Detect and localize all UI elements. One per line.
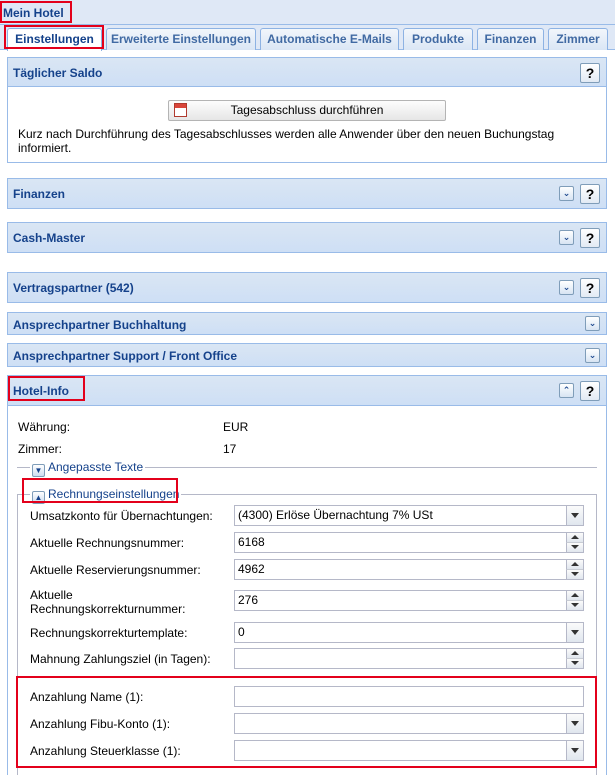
tab-einstellungen[interactable]: Einstellungen (7, 28, 102, 51)
panel-cash-master (7, 222, 607, 253)
daily-description-line1: Kurz nach Durchführung des Tagesabschlusses werden alle Anwender über den neuen Buchungstag (18, 127, 555, 141)
anzahlung-fibu-select[interactable] (234, 713, 584, 734)
collapse-icon[interactable]: ⌃ (559, 383, 574, 398)
korrekturnummer-input[interactable] (234, 590, 584, 611)
fieldset-rechnungseinstellungen[interactable] (30, 487, 181, 504)
panel-header[interactable] (7, 272, 607, 303)
help-icon[interactable]: ? (580, 278, 600, 298)
help-icon[interactable]: ? (580, 184, 600, 204)
panel-title: Finanzen (13, 187, 66, 201)
umsatzkonto-label: Umsatzkonto für Übernachtungen: (30, 509, 213, 523)
panel-title: Täglicher Saldo (13, 66, 103, 80)
tab-produkte[interactable]: Produkte (403, 28, 473, 50)
spin-up-icon[interactable] (566, 591, 583, 601)
anzahlung-fibu-label: Anzahlung Fibu-Konto (1): (30, 717, 171, 731)
panel-vertragspartner (7, 272, 607, 303)
rooms-label: Zimmer: (18, 442, 62, 456)
currency-label: Währung: (18, 420, 71, 434)
fieldset-border-left (17, 494, 18, 775)
panel-body (7, 87, 607, 163)
panel-title: Hotel-Info (13, 384, 69, 398)
spin-up-icon[interactable] (566, 533, 583, 543)
panel-finanzen (7, 178, 607, 209)
currency-value: EUR (223, 420, 249, 434)
reservierungsnummer-input[interactable] (234, 559, 584, 580)
tagesabschluss-button-label: Tagesabschluss durchführen (230, 103, 384, 117)
tab-automatische-emails[interactable]: Automatische E-Mails (260, 28, 399, 50)
help-icon[interactable]: ? (580, 63, 600, 83)
umsatzkonto-select[interactable] (234, 505, 584, 526)
panel-taeglicher-saldo (7, 57, 607, 163)
fieldset-border-right (596, 494, 597, 775)
tab-finanzen[interactable]: Finanzen (477, 28, 544, 50)
mahnung-label: Mahnung Zahlungsziel (in Tagen): (30, 652, 211, 666)
calendar-icon (174, 103, 187, 117)
korrekturtemplate-value: 0 (238, 625, 245, 639)
fieldset-angepasste-texte[interactable] (30, 460, 145, 477)
panel-header[interactable] (7, 375, 607, 406)
mahnung-input[interactable] (234, 648, 584, 669)
collapse-icon[interactable]: ▲ (32, 491, 45, 504)
spin-down-icon[interactable] (566, 543, 583, 552)
dropdown-arrow-icon[interactable] (566, 714, 583, 733)
app-title: Mein Hotel (3, 6, 64, 20)
fieldset-legend: Angepasste Texte (48, 460, 144, 474)
reservierungsnummer-label: Aktuelle Reservierungsnummer: (30, 563, 201, 577)
panel-ansprechpartner-support (7, 343, 607, 367)
panel-header[interactable] (7, 57, 607, 87)
anzahlung-name-label: Anzahlung Name (1): (30, 690, 144, 704)
korrekturtemplate-select[interactable] (234, 622, 584, 643)
anzahlung-steuer-select[interactable] (234, 740, 584, 761)
korrekturnummer-label-line2: Rechnungskorrekturnummer: (30, 602, 186, 616)
panel-title: Vertragspartner (542) (13, 281, 134, 295)
umsatzkonto-value: (4300) Erlöse Übernachtung 7% USt (238, 508, 433, 522)
dropdown-arrow-icon[interactable] (566, 506, 583, 525)
expand-icon[interactable]: ⌄ (585, 348, 600, 363)
panel-header[interactable] (7, 343, 607, 367)
panel-title: Cash-Master (13, 231, 86, 245)
help-icon[interactable]: ? (580, 381, 600, 401)
anzahlung-steuer-label: Anzahlung Steuerklasse (1): (30, 744, 181, 758)
rooms-value: 17 (223, 442, 237, 456)
korrekturnummer-value: 276 (238, 593, 259, 607)
rechnungsnummer-value: 6168 (238, 535, 265, 549)
tab-erweiterte-einstellungen[interactable]: Erweiterte Einstellungen (106, 28, 256, 50)
expand-icon[interactable]: ⌄ (559, 280, 574, 295)
dropdown-arrow-icon[interactable] (566, 623, 583, 642)
anzahlung-name-input[interactable] (234, 686, 584, 707)
panel-header[interactable] (7, 222, 607, 253)
expand-icon[interactable]: ⌄ (559, 186, 574, 201)
spin-down-icon[interactable] (566, 601, 583, 610)
dropdown-arrow-icon[interactable] (566, 741, 583, 760)
app-title-bar (0, 0, 615, 25)
expand-icon[interactable]: ⌄ (585, 316, 600, 331)
expand-icon[interactable]: ⌄ (559, 230, 574, 245)
reservierungsnummer-value: 4962 (238, 562, 265, 576)
panel-header[interactable] (7, 178, 607, 209)
fieldset-legend: Rechnungseinstellungen (48, 487, 180, 501)
daily-description-line2: informiert. (18, 141, 72, 155)
spin-down-icon[interactable] (566, 659, 583, 668)
help-icon[interactable]: ? (580, 228, 600, 248)
panel-title: Ansprechpartner Buchhaltung (13, 318, 187, 332)
panel-title: Ansprechpartner Support / Front Office (13, 349, 238, 363)
rechnungsnummer-label: Aktuelle Rechnungsnummer: (30, 536, 185, 550)
tab-bar (0, 25, 615, 50)
spin-down-icon[interactable] (566, 570, 583, 579)
expand-icon[interactable]: ▼ (32, 464, 45, 477)
spin-up-icon[interactable] (566, 649, 583, 659)
rechnungsnummer-input[interactable] (234, 532, 584, 553)
korrekturnummer-label-line1: Aktuelle (30, 588, 73, 602)
panel-ansprechpartner-buchhaltung (7, 312, 607, 335)
korrekturtemplate-label: Rechnungskorrekturtemplate: (30, 626, 188, 640)
tagesabschluss-button[interactable] (168, 100, 446, 121)
tab-zimmer[interactable]: Zimmer (548, 28, 608, 50)
panel-header[interactable] (7, 312, 607, 335)
spin-up-icon[interactable] (566, 560, 583, 570)
